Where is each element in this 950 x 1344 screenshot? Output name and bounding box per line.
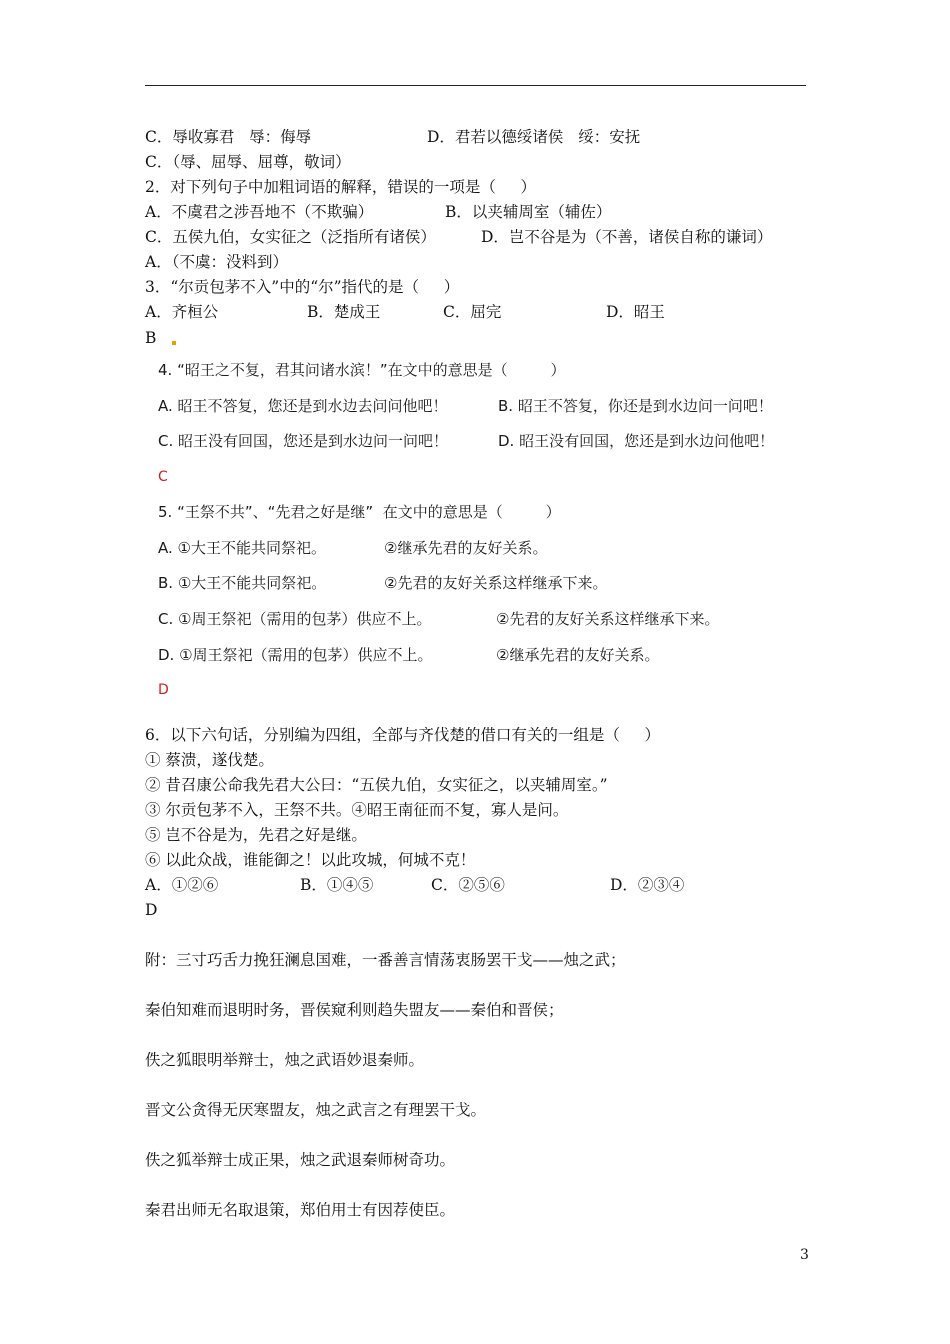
- q5-answer: D: [158, 682, 169, 698]
- q4-option-d: D. 昭王没有回国，您还是到水边问他吧！: [498, 432, 775, 450]
- q2-stem: 2．对下列句子中加粗词语的解释，错误的一项是（ ）: [145, 178, 536, 196]
- q2-option-a: A．不虞君之涉吾地不（不欺骗）: [145, 203, 374, 221]
- q6-sentence-3-4: ③ 尔贡包茅不入，王祭不共。④昭王南征而不复，寡人是问。: [145, 801, 569, 819]
- q1-option-c: C．辱收寡君 辱：侮辱: [145, 128, 312, 146]
- q2-option-c: C．五侯九伯，女实征之（泛指所有诸侯）: [145, 228, 436, 246]
- q6-option-d: D．②③④: [610, 876, 685, 894]
- q6-option-c: C．②⑤⑥: [431, 876, 505, 894]
- q6-option-b: B．①④⑤: [300, 876, 374, 894]
- q6-sentence-2: ② 昔召康公命我先君大公曰：“五侯九伯，女实征之，以夹辅周室。”: [145, 776, 608, 794]
- q4-option-a: A. 昭王不答复，您还是到水边去问问他吧！: [158, 397, 448, 415]
- q6-answer: D: [145, 901, 158, 919]
- appendix-line-4: 晋文公贪得无厌寒盟友，烛之武言之有理罢干戈。: [145, 1101, 487, 1119]
- q3-stem: 3．“尔贡包茅不入”中的“尔”指代的是（ ）: [145, 278, 460, 296]
- q3-option-b: B．楚成王: [307, 303, 381, 321]
- q6-option-a: A．①②⑥: [145, 876, 219, 894]
- q5-stem: 5. “王祭不共”、“先君之好是继” 在文中的意思是（ ）: [158, 503, 561, 521]
- q3-option-c: C．屈完: [443, 303, 502, 321]
- q6-sentence-6: ⑥ 以此众战，谁能御之！以此攻城，何城不克！: [145, 851, 476, 869]
- q2-option-d: D．岂不谷是为（不善，诸侯自称的谦词）: [481, 228, 773, 246]
- appendix-line-2: 秦伯知难而退明时务，晋侯窥利则趋失盟友——秦伯和晋侯；: [145, 1001, 564, 1019]
- q5-option-b-part2: ②先君的友好关系这样继承下来。: [384, 574, 608, 592]
- appendix-line-1: 附：三寸巧舌力挽狂澜息国难，一番善言情荡衷肠罢干戈——烛之武；: [145, 951, 626, 969]
- q3-option-d: D．昭王: [606, 303, 665, 321]
- q2-option-b: B．以夹辅周室（辅佐）: [445, 203, 612, 221]
- appendix-line-5: 佚之狐举辩士成正果，烛之武退秦师树奇功。: [145, 1151, 456, 1169]
- q6-stem: 6．以下六句话，分别编为四组，全部与齐伐楚的借口有关的一组是（ ）: [145, 726, 660, 744]
- q5-option-c-part2: ②先君的友好关系这样继承下来。: [496, 610, 720, 628]
- q5-option-d-part1: D. ①周王祭祀（需用的包茅）供应不上。: [158, 646, 433, 664]
- header-rule: [145, 85, 806, 86]
- q5-option-a-part1: A. ①大王不能共同祭祀。: [158, 539, 326, 557]
- q2-answer: A．（不虞：没料到）: [145, 253, 288, 271]
- page-number: 3: [800, 1247, 809, 1263]
- q4-option-b: B. 昭王不答复，你还是到水边问一问吧！: [498, 397, 773, 415]
- q4-stem: 4. “昭王之不复，君其问诸水滨！”在文中的意思是（ ）: [158, 361, 566, 379]
- appendix-line-6: 秦君出师无名取退策，郑伯用士有因荐使臣。: [145, 1201, 456, 1219]
- q1-answer: C．（辱、屈辱、屈尊，敬词）: [145, 153, 351, 171]
- q5-option-d-part2: ②继承先君的友好关系。: [496, 646, 660, 664]
- q5-option-b-part1: B. ①大王不能共同祭祀。: [158, 574, 327, 592]
- q4-option-c: C. 昭王没有回国，您还是到水边问一问吧！: [158, 432, 449, 450]
- q3-answer: B: [145, 329, 157, 347]
- highlight-mark: [172, 341, 176, 345]
- q5-option-c-part1: C. ①周王祭祀（需用的包茅）供应不上。: [158, 610, 432, 628]
- q3-option-a: A．齐桓公: [145, 303, 219, 321]
- appendix-line-3: 佚之狐眼明举辩士，烛之武语妙退秦师。: [145, 1051, 425, 1069]
- q4-answer: C: [158, 469, 168, 485]
- q6-sentence-1: ① 蔡溃，遂伐楚。: [145, 751, 274, 769]
- q1-option-d: D．君若以德绥诸侯 绥：安抚: [427, 128, 641, 146]
- q5-option-a-part2: ②继承先君的友好关系。: [384, 539, 548, 557]
- q6-sentence-5: ⑤ 岂不谷是为，先君之好是继。: [145, 826, 367, 844]
